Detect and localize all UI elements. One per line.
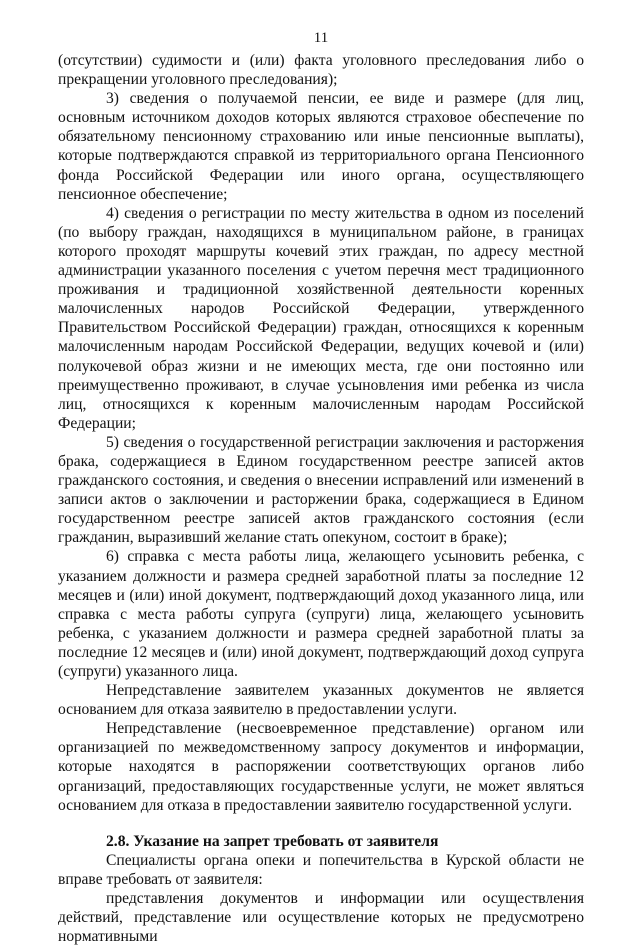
paragraph-non-submission: Непредставление заявителем указанных документов не является основанием для отказа заявителю в предоставлении услуги.	[58, 682, 584, 719]
paragraph-marriage-registration: 5) сведения о государственной регистрации заключения и расторжения брака, содержащиеся в Едином государственном реестре записей актов гражданского состояния, и сведения о внесении исправлений или изменений в записи актов о заключении и расторжении брака, содержащиеся в Едином государственном реестре записей актов гражданского состояния (если гражданин, выразивший желание стать опекуном, состоит в браке);	[58, 433, 584, 547]
paragraph-specialists-prohibition: Специалисты органа опеки и попечительства в Курской области не вправе требовать от заявителя:	[58, 851, 584, 888]
paragraph-residence-registration: 4) сведения о регистрации по месту жительства в одном из поселений (по выбору граждан, находящихся в муниципальном районе, в границах которого проходят маршруты кочевий этих граждан, по адресу местной администрации указанного поселения с учетом перечня мест традиционного проживания и традиционной хозяйственной деятельности коренных малочисленных народов Российской Федерации, утвержденного Правительством Российской Федерации) граждан, относящихся к коренным малочисленным народам Российской Федерации, ведущих кочевой и (или) полукочевой образ жизни и не имеющих места, где они постоянно или преимущественно проживают, в случае усыновления ими ребенка из числа лиц, относящихся к коренным малочисленным народам Российской Федерации;	[58, 204, 584, 432]
paragraph-interagency-request: Непредставление (несвоевременное представление) органом или организацией по межведомственному запросу документов и информации, которые находятся в распоряжении соответствующих органов либо организаций, предоставляющих государственные услуги, не может являться основанием для отказа в предоставлении заявителю государственной услуги.	[58, 720, 584, 814]
paragraph-employment-certificate: 6) справка с места работы лица, желающего усыновить ребенка, с указанием должности и размера средней заработной платы за последние 12 месяцев и (или) иной документ, подтверждающий доход указанного лица, или справка с места работы супруга (супруги) лица, желающего усыновить ребенка, с указанием должности и размера средней заработной платы за последние 12 месяцев и (или) иной документ, подтверждающий доход супруга (супруги) указанного лица.	[58, 548, 584, 680]
paragraph-criminal-record-continuation: (отсутствии) судимости и (или) факта уголовного преследования либо о прекращении уголовного преследования);	[58, 52, 584, 89]
page-number: 11	[313, 30, 329, 46]
paragraph-documents-submission: представления документов и информации или осуществления действий, представление или осуществление которых не предусмотрено нормативными	[58, 890, 584, 946]
paragraph-pension-info: 3) сведения о получаемой пенсии, ее виде и размере (для лиц, основным источником доходов которых являются страховое обеспечение по обязательному пенсионному страхованию или иные пенсионные выплаты), которые подтверждаются справкой из территориального органа Пенсионного фонда Российской Федерации или иного органа, осуществляющего пенсионное обеспечение;	[58, 90, 584, 203]
section-heading: 2.8. Указание на запрет требовать от заявителя	[106, 832, 439, 850]
